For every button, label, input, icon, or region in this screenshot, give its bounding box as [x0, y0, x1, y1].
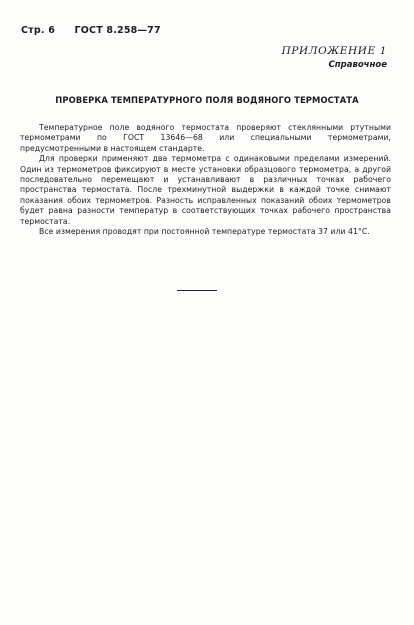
page-number: Стр. 6	[21, 25, 56, 36]
appendix-label	[282, 44, 387, 71]
paragraph: Для проверки применяют два термометра с одинаковыми пределами измерений. Один из термометров фиксируют в месте установки образцового термометра, а другой последовательно перемещают и устанавливают в различных точках рабочего пространства термостата. После трехминутной выдержки в каждой точке снимают показания обоих термометров. Разность исправленных показаний обоих термометров будет равна разности температур в соответствующих точках рабочего пространства термостата.	[20, 154, 391, 226]
standard-code: ГОСТ 8.258—77	[74, 25, 161, 36]
body-text	[20, 123, 391, 237]
paragraph: Все измерения проводят при постоянной температуре термостата 37 или 41°С.	[39, 227, 370, 237]
paragraph: Температурное поле водяного термостата проверяют стеклянными ртутными термометрами по ГОСТ 13646—68 или специальными термометрами, предусмотренными в настоящем стандарте.	[20, 123, 391, 153]
appendix-title: ПРИЛОЖЕНИЕ 1	[281, 45, 387, 57]
end-divider	[177, 290, 217, 291]
page-header	[21, 25, 161, 36]
section-heading: ПРОВЕРКА ТЕМПЕРАТУРНОГО ПОЛЯ ВОДЯНОГО ТЕРМОСТАТА	[55, 95, 359, 105]
appendix-subtitle: Справочное	[328, 60, 387, 70]
